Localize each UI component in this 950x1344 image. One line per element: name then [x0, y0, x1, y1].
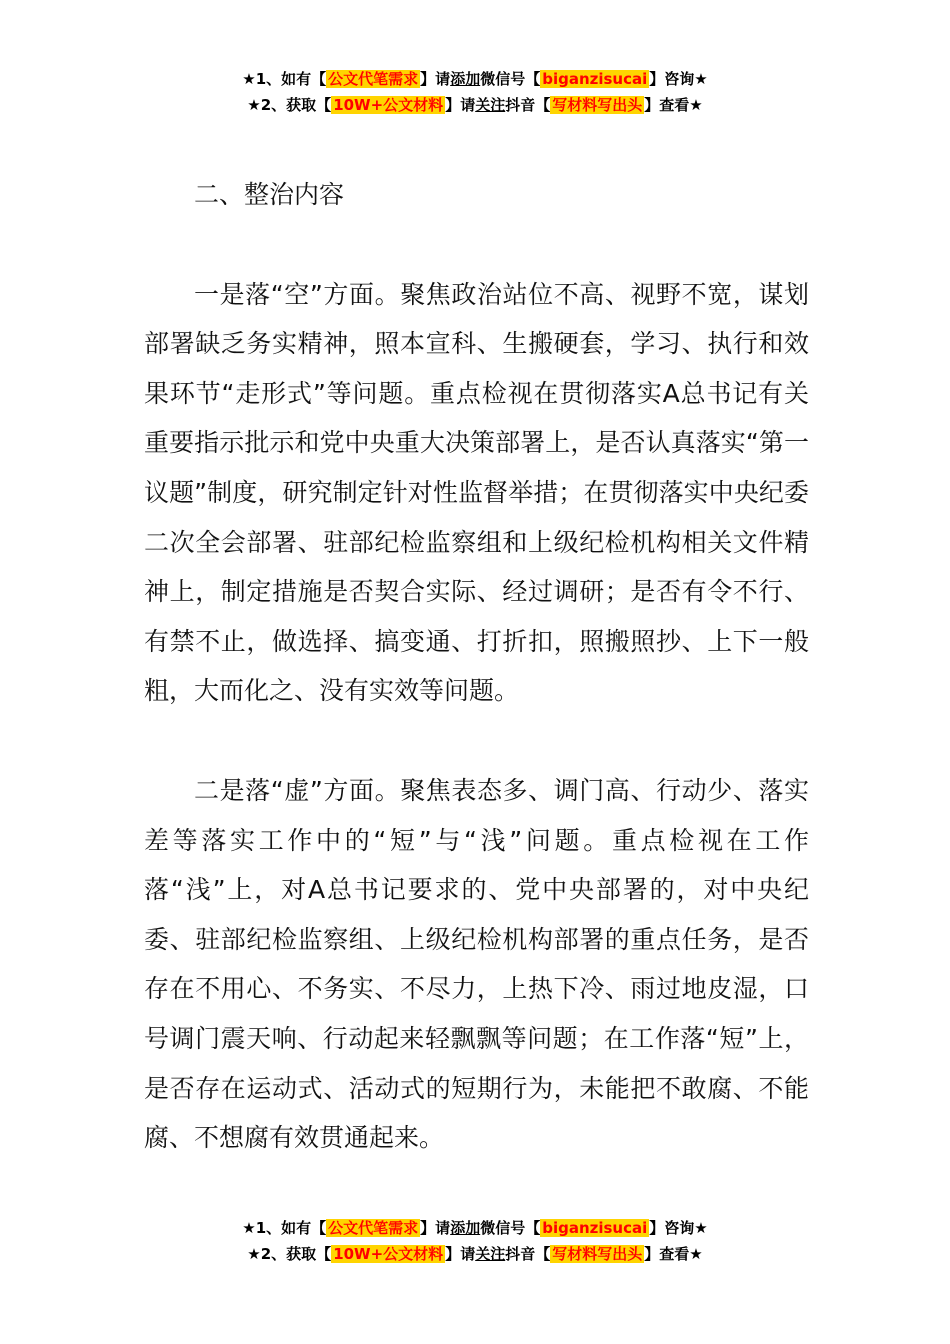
underlined-follow: 关注	[475, 96, 506, 114]
document-body	[144, 170, 809, 1163]
highlight-materials: 10W+公文材料	[333, 1245, 444, 1263]
paragraph-empty: 一是落“空”方面。聚焦政治站位不高、视野不宽，谋划部署缺乏务实精神，照本宣科、生搬硬套，学习、执行和效果环节“走形式”等问题。重点检视在贯彻落实A总书记有关重要指示批示和党中央重大决策部署上，是否认真落实“第一议题”制度，研究制定针对性监督举措；在贯彻落实中央纪委二次全会部署、驻部纪检监察组和上级纪检机构相关文件精神上，制定措施是否契合实际、经过调研；是否有令不行、有禁不止，做选择、搞变通、打折扣，照搬照抄、上下一般粗，大而化之、没有实效等问题。	[144, 279, 809, 706]
footer-banner	[0, 1215, 950, 1267]
highlight-materials: 10W+公文材料	[333, 96, 444, 114]
wechat-id: biganzisucai	[542, 70, 648, 88]
underlined-add: 添加	[450, 1219, 481, 1237]
header-banner	[0, 66, 950, 118]
paragraph-virtual: 二是落“虚”方面。聚焦表态多、调门高、行动少、落实差等落实工作中的“短”与“浅”问题。重点检视在工作落“浅”上，对A总书记要求的、党中央部署的，对中央纪委、驻部纪检监察组、上级纪检机构部署的重点任务，是否存在不用心、不务实、不尽力，上热下冷、雨过地皮湿，口号调门震天响、行动起来轻飘飘等问题；在工作落“短”上，是否存在运动式、活动式的短期行为，未能把不敢腐、不能腐、不想腐有效贯通起来。	[144, 775, 809, 1153]
highlight-service: 公文代笔需求	[328, 70, 419, 88]
wechat-id: biganzisucai	[542, 1219, 648, 1237]
banner-line-2: ★2、获取【 10W+公文材料 】请关注抖音【 写材料写出头 】查看★	[247, 96, 703, 114]
banner-line-2: ★2、获取【 10W+公文材料 】请关注抖音【 写材料写出头 】查看★	[247, 1245, 703, 1263]
banner-line-1: ★1、如有【 公文代笔需求 】请添加微信号【 biganzisucai 】咨询★	[242, 70, 708, 88]
douyin-account: 写材料写出头	[552, 1245, 643, 1263]
highlight-service: 公文代笔需求	[328, 1219, 419, 1237]
douyin-account: 写材料写出头	[552, 96, 643, 114]
underlined-add: 添加	[450, 70, 481, 88]
underlined-follow: 关注	[475, 1245, 506, 1263]
banner-line-1: ★1、如有【 公文代笔需求 】请添加微信号【 biganzisucai 】咨询★	[242, 1219, 708, 1237]
section-heading: 二、整治内容	[194, 180, 345, 209]
